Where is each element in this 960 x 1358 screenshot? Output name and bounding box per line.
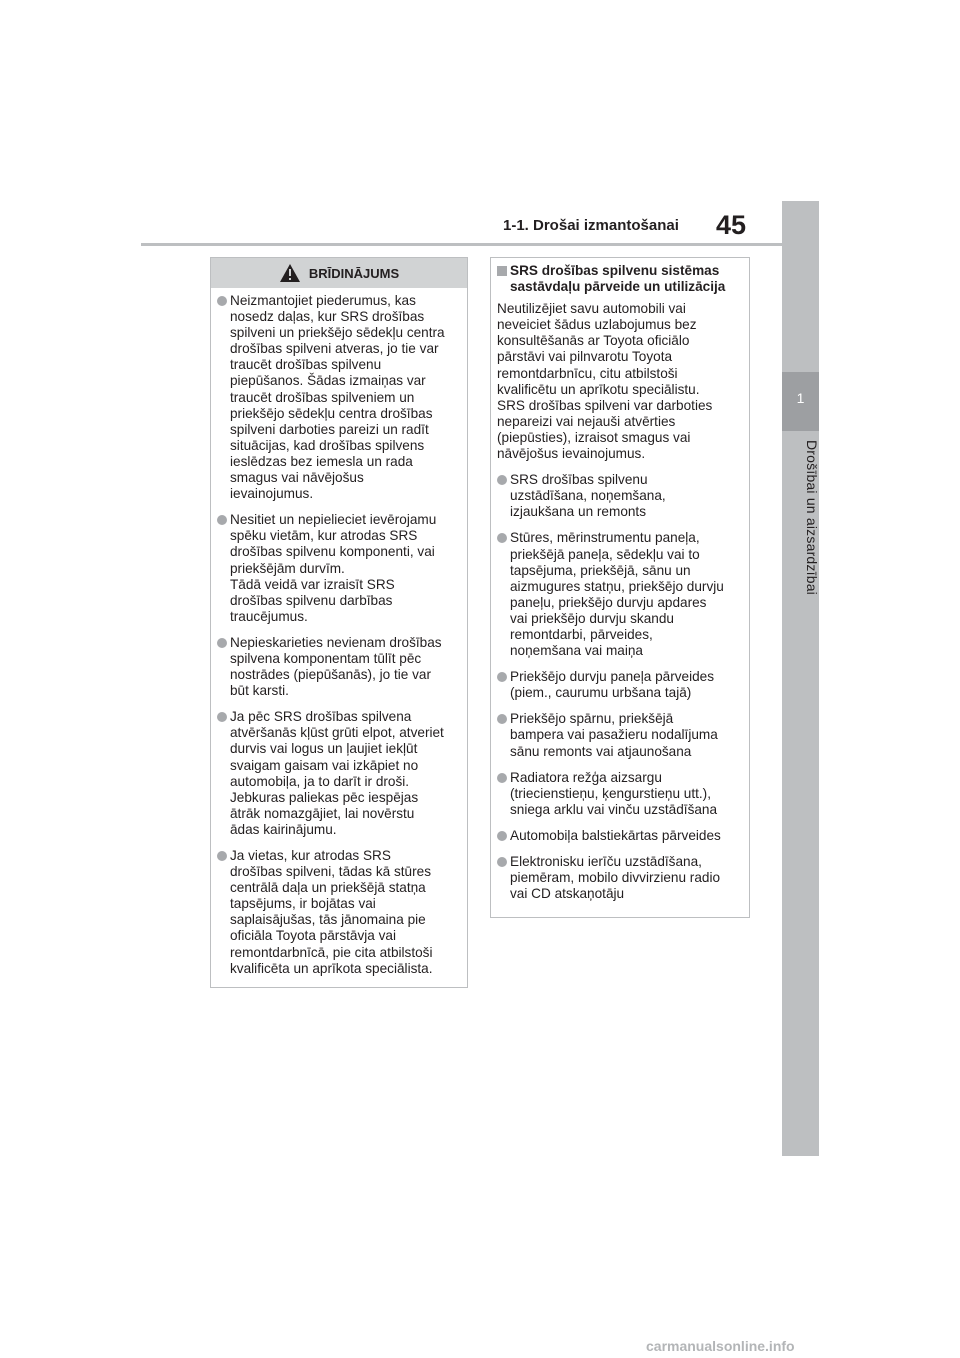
- bullet-icon: [497, 714, 507, 724]
- bullet-icon: [217, 296, 227, 306]
- list-item: Priekšējo durvju paneļa pārveides (piem., caurumu urbšana tajā): [497, 669, 741, 701]
- bullet-icon: [497, 831, 507, 841]
- section-heading: SRS drošības spilvenu sistēmas sastāvdaļu pārveide un utilizācija: [497, 263, 741, 295]
- bullet-icon: [497, 533, 507, 543]
- section-title: 1-1. Drošai izmantošanai: [503, 217, 679, 234]
- info-list: [497, 472, 741, 902]
- watermark-link[interactable]: carmanualsonline.info: [646, 1338, 795, 1354]
- list-item: Radiatora režģa aizsargu (triecienstieņu, ķengurstieņu utt.), sniega arklu vai vinču uzstādīšana: [497, 770, 741, 818]
- section-intro: Neutilizējiet savu automobili vai neveiciet šādus uzlabojumus bez konsultēšanās ar Toyota oficiālo pārstāvi vai pilnvarotu Toyota remontdarbnīcu, citu atbilstoši kvalificētu un aprīkotu speciālistu. SRS drošības spilveni var darboties nepareizi vai nejauši atvērties (piepūsties), izraisot smagus vai nāvējošus ievainojumus.: [497, 301, 713, 462]
- bullet-icon: [217, 515, 227, 525]
- list-item: Neizmantojiet piederumus, kas nosedz daļas, kur SRS drošības spilveni un priekšējo sēdekļu centra drošības spilveni atveras, jo tie var traucēt drošības spilvenu piepūšanos. Šādas izmaiņas var traucēt drošības spilveniem un priekšējo sēdekļu centra drošības spilveni darboties pareizi un radīt situācijas, kad drošības spilvens ieslēdzas bez iemesla un rada smagus vai nāvējošus ievainojumus.: [217, 293, 455, 502]
- list-item: Ja pēc SRS drošības spilvena atvēršanās kļūst grūti elpot, atveriet durvis vai logus un ļaujiet iekļūt svaigam gaisam vai izkāpiet no automobiļa, ja to darīt ir droši. Jebkuras paliekas pēc iespējas ātrāk nomazgājiet, lai novērstu ādas kairinājumu.: [217, 709, 455, 838]
- page-number: 45: [716, 210, 747, 240]
- list-item: Stūres, mērinstrumentu paneļa, priekšējā paneļa, sēdekļu vai to tapsējuma, priekšējā, sānu un aizmugures statņu, priekšējo durvju paneļu, priekšējo durvju apdares vai priekšējo durvju skandu remontdarbi, pārveides, noņemšana vai maiņa: [497, 530, 741, 659]
- bullet-icon: [217, 712, 227, 722]
- square-bullet-icon: [497, 266, 507, 276]
- list-item: Ja vietas, kur atrodas SRS drošības spilveni, tādas kā stūres centrālā daļa un priekšējā statņa tapsējums, ir bojātas vai saplaisājušas, tās jānomaina pie oficiāla Toyota pārstāvja vai remontdarbnīcā, pie cita atbilstoši kvalificēta un aprīkota speciālista.: [217, 848, 455, 977]
- bullet-icon: [497, 475, 507, 485]
- list-item: Priekšējo spārnu, priekšējā bampera vai pasažieru nodalījuma sānu remonts vai atjaunošana: [497, 711, 741, 759]
- list-item: SRS drošības spilvenu uzstādīšana, noņemšana, izjaukšana un remonts: [497, 472, 741, 520]
- list-item: Automobiļa balstiekārtas pārveides: [497, 828, 741, 844]
- chapter-label: Drošībai un aizsardzībai: [804, 440, 820, 595]
- bullet-icon: [497, 773, 507, 783]
- list-item: Nesitiet un nepielieciet ievērojamu spēku vietām, kur atrodas SRS drošības spilvenu komponenti, vai priekšējām durvīm. Tādā veidā var izraisīt SRS drošības spilvenu darbības traucējumus.: [217, 512, 455, 625]
- list-item: Nepieskarieties nevienam drošības spilvena komponentam tūlīt pēc nostrādes (piepūšanās), jo tie var būt karsti.: [217, 635, 455, 699]
- chapter-side-tab: [782, 201, 819, 1156]
- bullet-icon: [497, 672, 507, 682]
- warning-title: BRĪDINĀJUMS: [308, 265, 400, 281]
- bullet-icon: [497, 857, 507, 867]
- header-divider: [141, 243, 782, 246]
- warning-list: [211, 288, 467, 977]
- info-box: [490, 257, 750, 918]
- bullet-icon: [217, 851, 227, 861]
- warning-triangle-icon: [279, 263, 301, 283]
- bullet-icon: [217, 638, 227, 648]
- warning-box: [210, 257, 468, 988]
- warning-header: [211, 258, 467, 288]
- list-item: Elektronisku ierīču uzstādīšana, piemēram, mobilo divvirzienu radio vai CD atskaņotāju: [497, 854, 741, 902]
- chapter-number: 1: [796, 390, 805, 406]
